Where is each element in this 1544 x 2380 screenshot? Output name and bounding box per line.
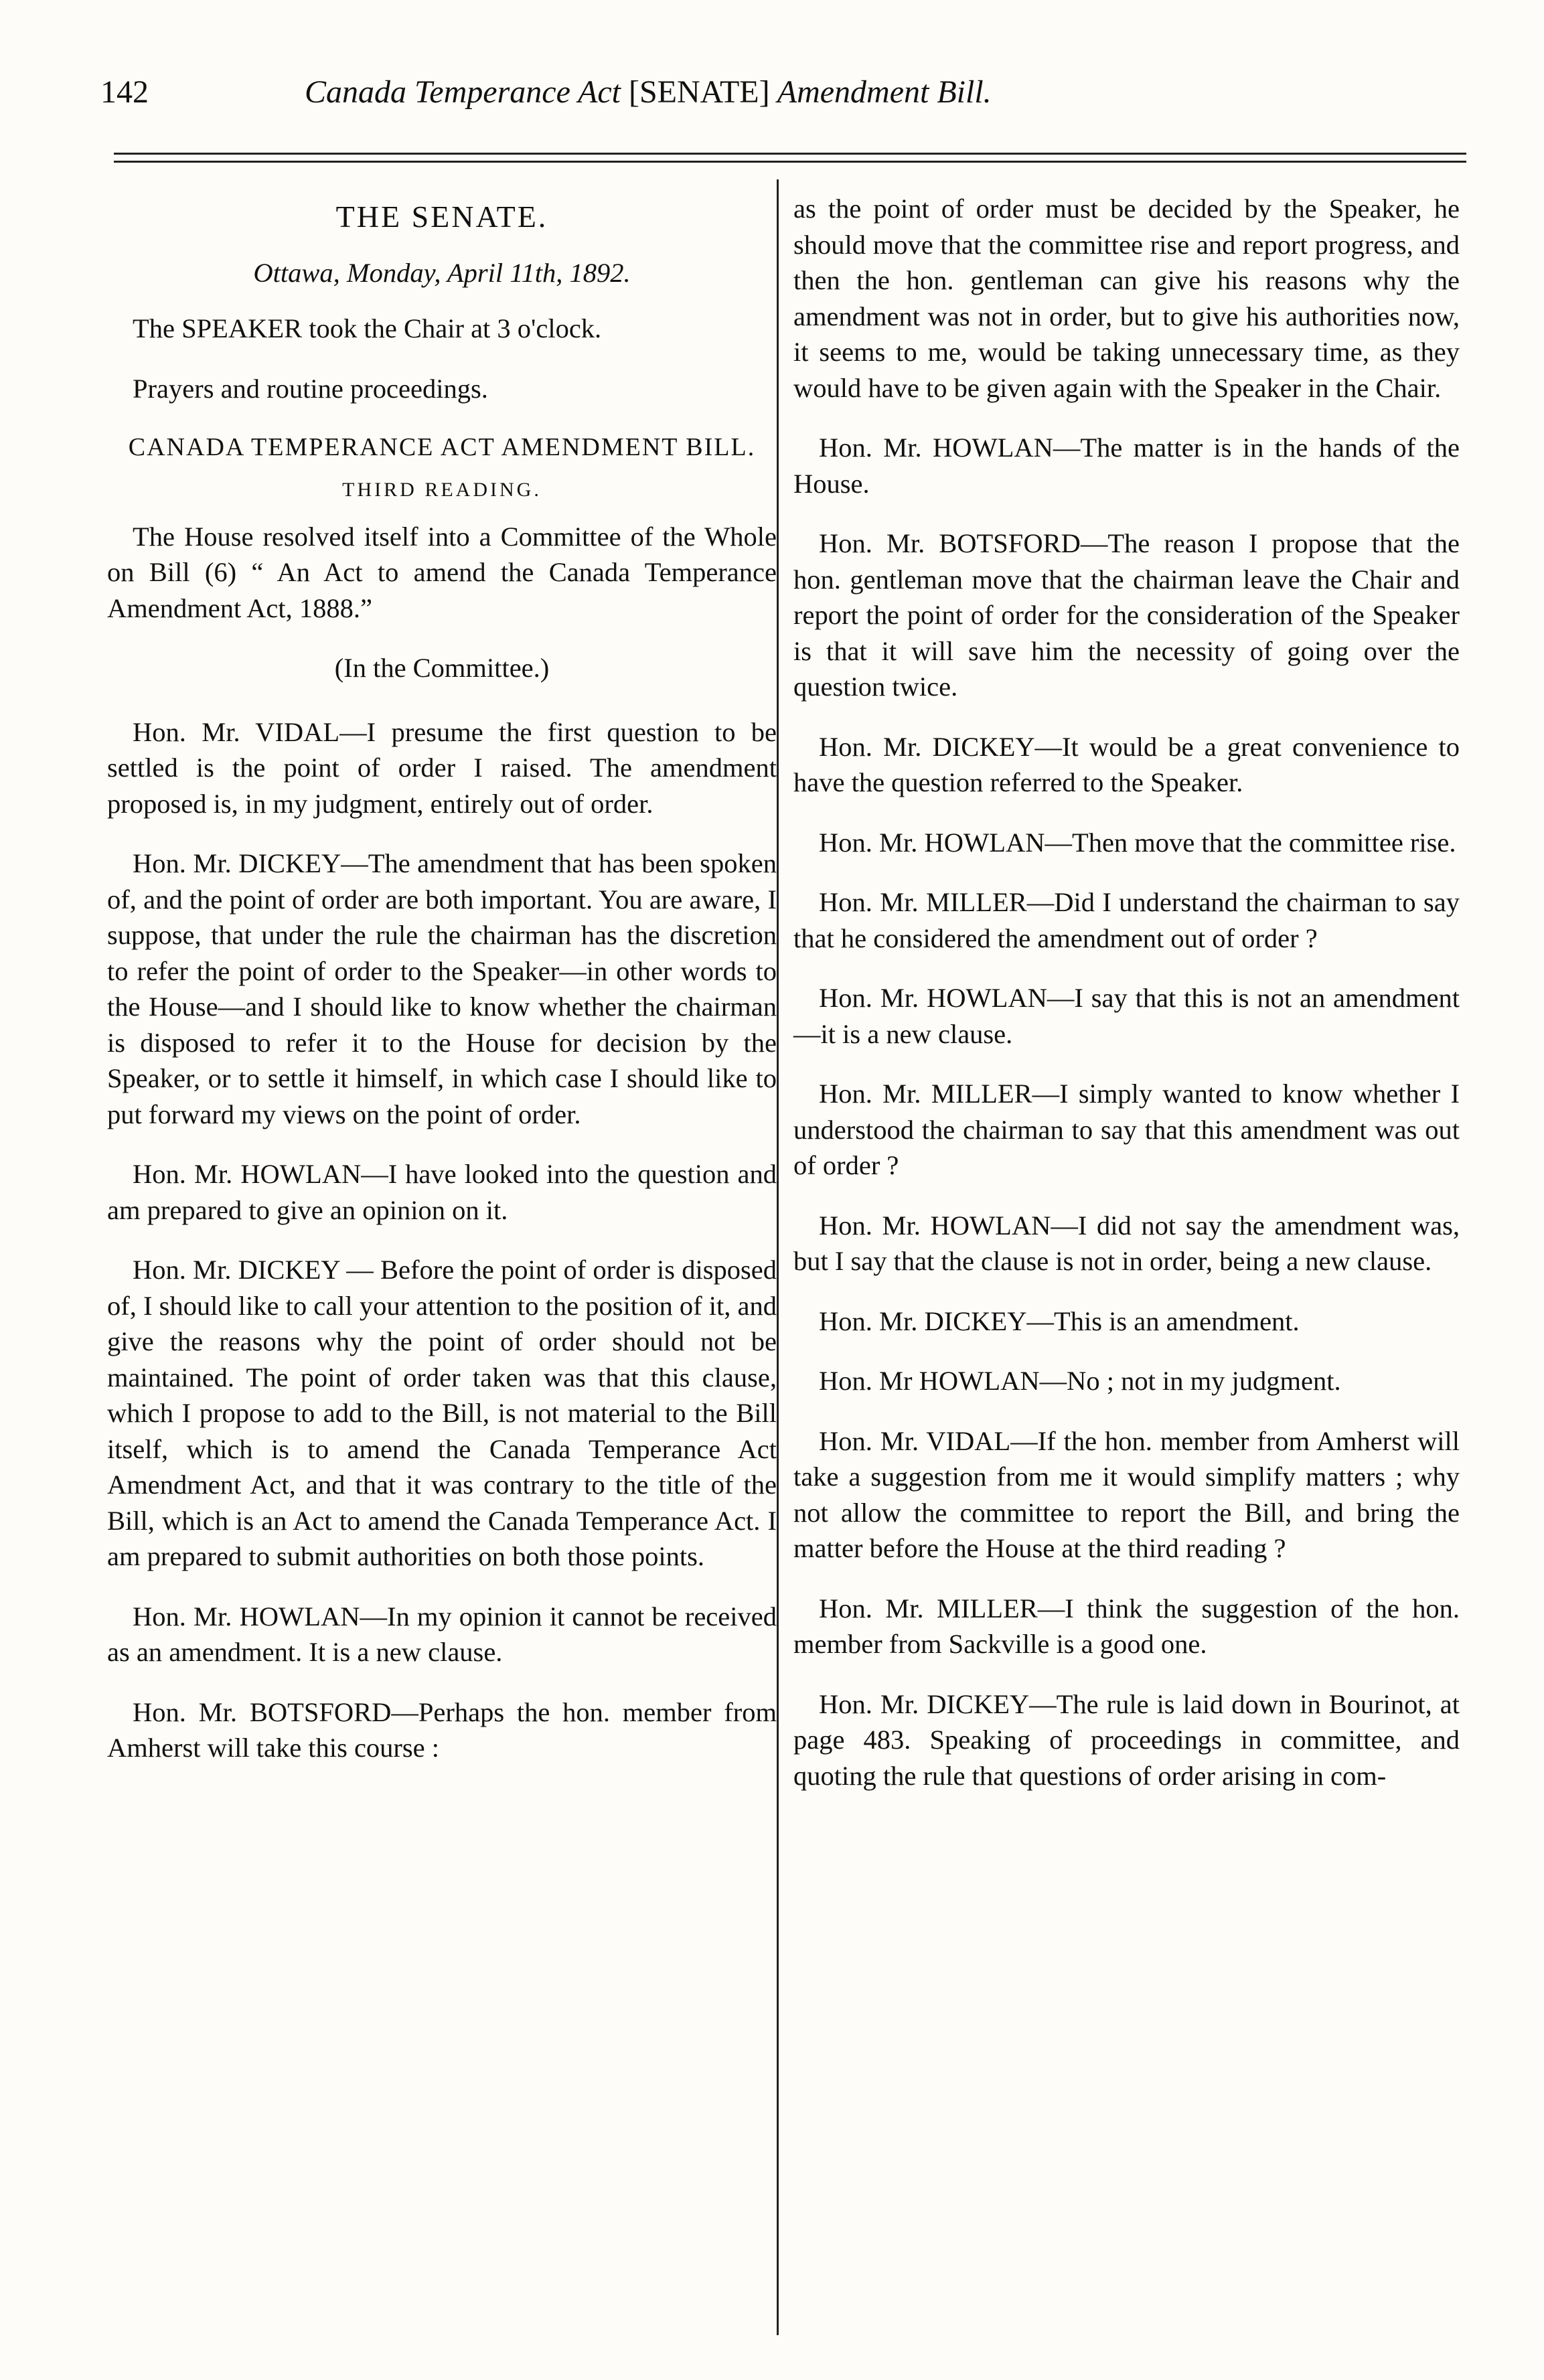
speech-paragraph: Hon. Mr. DICKEY—The amendment that has been spoken of, and the point of order are both important. You are aware, I suppose, that under the rule the chairman has the discretion to refer the point of order to the Speaker—in other words to the House—and I should like to know whether the chairman is disposed to refer it to the House for decision by the Speaker, or to settle it himself, in which case I should like to put forward my views on the point of order. (107, 848, 777, 1129)
header-rule-bottom (114, 161, 1466, 163)
header-rule-top (114, 153, 1466, 155)
dateline: Ottawa, Monday, April 11th, 1892. (253, 257, 631, 288)
senate-heading: THE SENATE. (335, 200, 548, 234)
running-header (100, 67, 1466, 121)
speech-paragraph: Hon. Mr. BOTSFORD—The reason I propose that the hon. gentleman move that the chairman leave the Chair and report the point of order for the consideration of the Speaker is that it will save him the necessity of going over the question twice. (793, 528, 1460, 702)
resolution-paragraph: The House resolved itself into a Committee of the Whole on Bill (6) “ An Act to amend the Canada Temperance Amendment Act, 1888.” (107, 521, 777, 623)
left-column (107, 191, 777, 1790)
speech-paragraph: Hon. Mr. DICKEY—This is an amendment. (819, 1305, 1300, 1336)
speech-paragraph: Hon. Mr. HOWLAN—Then move that the committee rise. (819, 827, 1456, 858)
column-divider (777, 179, 779, 2335)
speech-paragraph: Hon. Mr. DICKEY—It would be a great convenience to have the question referred to the Speaker. (793, 731, 1460, 797)
speech-paragraph: Hon. Mr. HOWLAN—I have looked into the question and am prepared to give an opinion on it. (107, 1159, 777, 1225)
speech-paragraph: Hon. Mr. HOWLAN—The matter is in the hands of the House. (793, 432, 1460, 499)
right-column (793, 191, 1460, 1818)
speech-paragraph: Hon. Mr. DICKEY — Before the point of order is disposed of, I should like to call your attention to the position of it, and give the reasons why the point of order should not be maintained. The point of order taken was that this clause, which I propose to add to the Bill, is not material to the Bill itself, which is to amend the Canada Temperance Act Amendment Act, and that it was contrary to the title of the Bill, which is an Act to amend the Canada Temperance Act. I am prepared to submit authorities on both those points. (107, 1255, 777, 1571)
speech-paragraph: Hon. Mr. HOWLAN—I say that this is not an amendment—it is a new clause. (793, 983, 1460, 1049)
running-title-senate: [SENATE] (628, 74, 770, 110)
speech-paragraph: Hon. Mr. HOWLAN—I did not say the amendment was, but I say that the clause is not in order, being a new clause. (793, 1210, 1460, 1276)
speech-paragraph: Hon. Mr. MILLER—I simply wanted to know whether I understood the chairman to say that this amendment was out of order ? (793, 1079, 1460, 1180)
running-title-right: Amendment Bill. (769, 74, 992, 110)
speech-paragraph: Hon. Mr. HOWLAN—In my opinion it cannot be received as an amendment. It is a new clause. (107, 1601, 777, 1667)
running-title (305, 74, 992, 110)
reading-subheading: THIRD READING. (342, 479, 542, 501)
continuation-paragraph: as the point of order must be decided by the Speaker, he should move that the committee rise and report progress, and then the hon. gentleman can give his reasons why the amendment was not in order, but to give his authorities now, it seems to me, would be taking unnecessary time, as they would have to be given again with the Speaker in the Chair. (793, 193, 1460, 403)
chair-paragraph: The SPEAKER took the Chair at 3 o'clock. (133, 313, 602, 343)
speech-paragraph: Hon. Mr. VIDAL—I presume the first question to be settled is the point of order I raised. The amendment proposed is, in my judgment, entirely out of order. (107, 716, 777, 819)
speech-paragraph: Hon. Mr. MILLER—I think the suggestion of the hon. member from Sackville is a good one. (793, 1593, 1460, 1659)
prayers-paragraph: Prayers and routine proceedings. (133, 373, 488, 404)
page-number: 142 (100, 74, 149, 110)
speech-paragraph: Hon. Mr. MILLER—Did I understand the chairman to say that he considered the amendment out of order ? (793, 887, 1460, 953)
running-title-left: Canada Temperance Act (305, 74, 629, 110)
committee-note: (In the Committee.) (334, 653, 550, 683)
bill-title: CANADA TEMPERANCE ACT AMENDMENT BILL. (128, 433, 756, 461)
speech-paragraph: Hon. Mr. BOTSFORD—Perhaps the hon. member from Amherst will take this course : (107, 1696, 777, 1763)
speech-paragraph: Hon. Mr. VIDAL—If the hon. member from Amherst will take a suggestion from me it would simplify matters ; why not allow the committee to report the Bill, and bring the matter before the House at the third reading ? (793, 1425, 1460, 1563)
speech-paragraph: Hon. Mr. DICKEY—The rule is laid down in Bourinot, at page 483. Speaking of proceedings in committee, and quoting the rule that questions of order arising in com- (793, 1688, 1460, 1791)
speech-paragraph: Hon. Mr HOWLAN—No ; not in my judgment. (819, 1366, 1341, 1396)
